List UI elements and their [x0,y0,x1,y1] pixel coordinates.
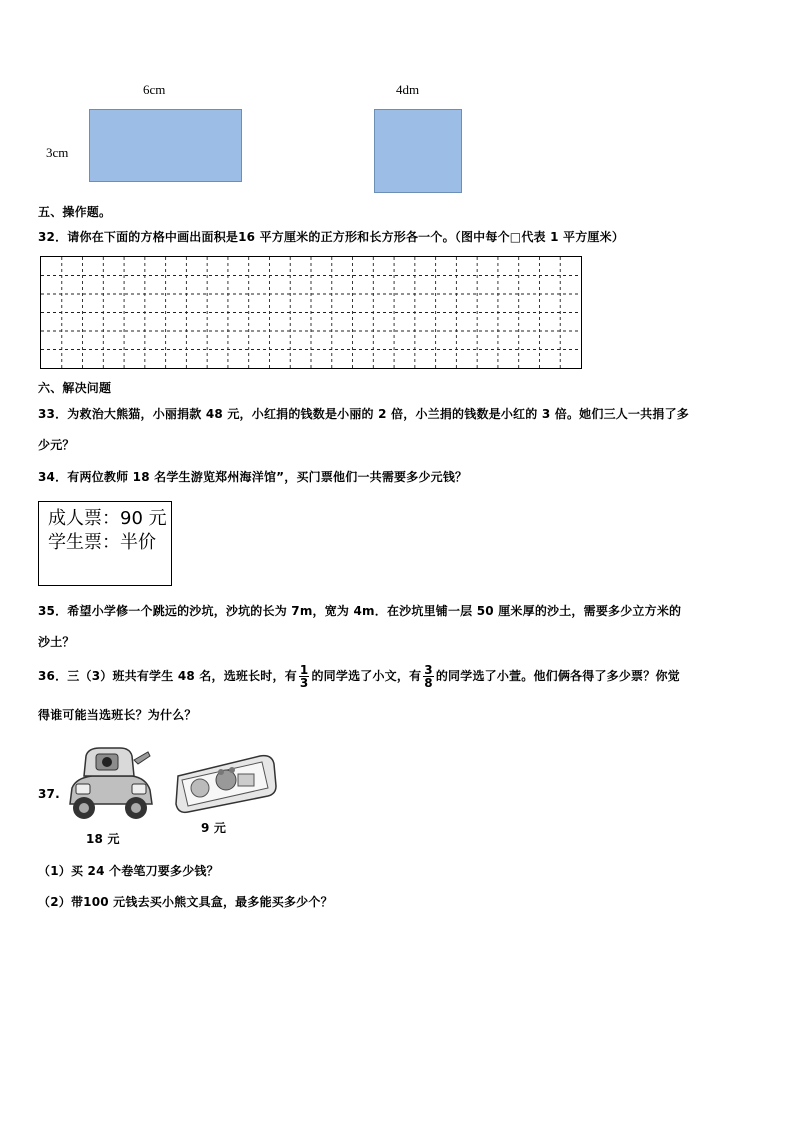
car-pencil-sharpener-image [62,742,156,824]
square-4dm [374,109,462,193]
grid-lines [41,257,583,370]
ticket-price-box [38,501,172,586]
pencil-sharpener-price: 18 元 [86,832,120,846]
q36-part1: 36．三（3）班共有学生 48 名，选班长时，有 [38,669,297,683]
rect2-side-label: 4dm [396,82,420,97]
frac1-denominator: 3 [299,676,309,690]
question-37-number: 37. [38,787,60,801]
question-37-sub1: （1）买 24 个卷笔刀要多少钱？ [38,864,219,878]
bear-pencil-case-image [172,752,278,814]
frac2-numerator: 3 [424,663,433,677]
question-34: 34．有两位教师 18 名学生游览郑州海洋馆”，买门票他们一共需要多少元钱？ [38,470,468,484]
adult-ticket-price: 成人票：90 元 [48,508,167,529]
fraction-three-eighths [423,664,434,689]
question-35-line2: 沙土？ [38,635,75,649]
student-ticket-price: 学生票：半价 [48,532,156,553]
question-35-line1: 35．希望小学修一个跳远的沙坑，沙坑的长为 7m，宽为 4m．在沙坑里铺一层 50 厘米厚的沙土，需要多少立方米的 [38,604,682,618]
rect1-height-label: 3cm [46,145,69,160]
fraction-one-third [299,664,310,689]
rectangle-6x3 [89,109,242,182]
question-33-line2: 少元？ [38,438,75,452]
question-36-line2: 得谁可能当选班长？为什么？ [38,708,197,722]
frac1-numerator: 1 [299,663,309,677]
question-33-line1: 33．为救治大熊猫，小丽捐款 48 元，小红捐的钱数是小丽的 2 倍，小兰捐的钱数是小红的 3 倍。她们三人一共捐了多 [38,407,689,421]
section-5-title: 五、操作题。 [38,205,112,219]
q36-part2: 的同学选了小文，有 [311,669,422,683]
frac2-denominator: 8 [424,676,433,690]
square-grid[interactable] [40,256,582,369]
question-36-line1 [38,664,680,689]
question-32: 32．请你在下面的方格中画出面积是16 平方厘米的正方形和长方形各一个。（图中每个□代表 1 平方厘米） [38,230,625,244]
section-6-title: 六、解决问题 [38,381,112,395]
rect1-width-label: 6cm [143,82,166,97]
question-37-sub2: （2）带100 元钱去买小熊文具盒，最多能买多少个？ [38,895,333,909]
pencil-case-price: 9 元 [201,821,227,835]
q36-part3: 的同学选了小萱。他们俩各得了多少票？你觉 [435,669,680,683]
